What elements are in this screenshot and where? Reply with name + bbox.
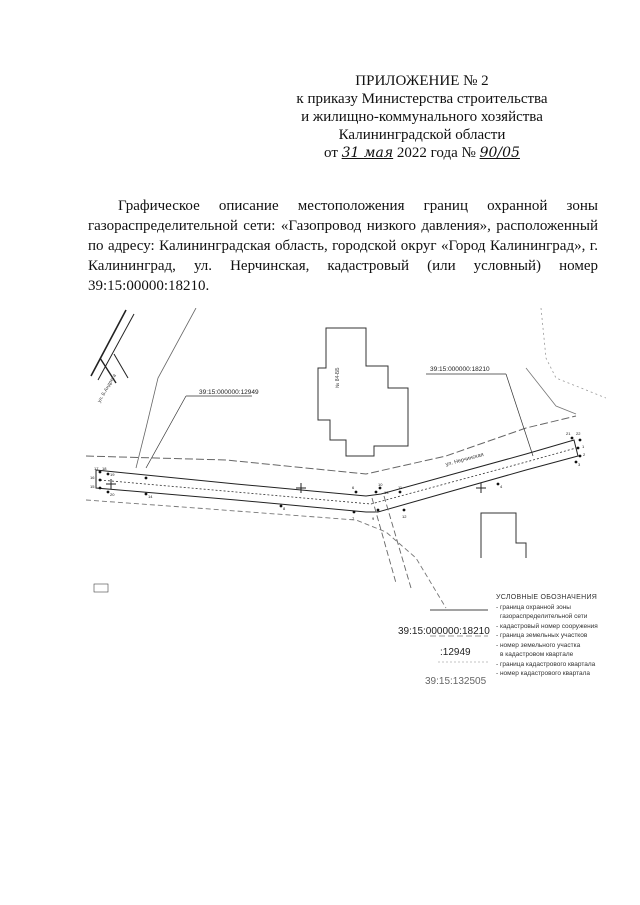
legend-code-quarter: 39:15:132505 xyxy=(425,676,487,687)
appendix-header xyxy=(282,72,562,162)
point-label: 10 xyxy=(378,482,383,487)
point-label: 15 xyxy=(90,484,95,489)
point-label: 9 xyxy=(372,516,375,521)
svg-text:ул. Б.Андрета: ул. Б.Андрета xyxy=(96,373,118,404)
date-prefix: от xyxy=(324,145,338,161)
legend-code-structure: 39:15:000000:18210 xyxy=(398,626,490,637)
legend-title: УСЛОВНЫЕ ОБОЗНАЧЕНИЯ xyxy=(496,594,598,601)
point-label: 1 xyxy=(582,444,585,449)
point-label: 20 xyxy=(110,492,115,497)
legend-code-parcel: :12949 xyxy=(440,647,471,658)
description-paragraph: Графическое описание местоположения границ охранной зоны газораспределительной сети: «Газопровод низкого давления», расположенный по адресу: Калининградская область, городской округ «Город Калининград», г. Калининград, ул. Нерчинская, кадастровый (или условный) номер 39:15:00000:18210. xyxy=(88,198,598,294)
order-line-3: Калининградской области xyxy=(338,127,506,143)
point-label: 16 xyxy=(90,475,95,480)
order-line-2: и жилищно-коммунального хозяйства xyxy=(301,109,543,125)
handwritten-number: 90/05 xyxy=(479,145,520,161)
point-label: 3 xyxy=(578,462,581,467)
point-label: 19 xyxy=(110,472,115,477)
order-date-line xyxy=(282,144,562,162)
callout-parcel: 39:15:000000:12949 xyxy=(199,389,259,396)
year-text: 2022 года № xyxy=(396,145,476,161)
callout-pipeline: 39:15:000000:18210 xyxy=(430,366,490,373)
point-label: 11 xyxy=(398,485,403,490)
point-label: 22 xyxy=(576,431,581,436)
svg-text:№ 84-ББ: № 84-ББ xyxy=(335,367,341,388)
point-group-right xyxy=(497,431,586,489)
point-label: 8 xyxy=(283,506,286,511)
appendix-title: ПРИЛОЖЕНИЕ № 2 xyxy=(355,73,489,89)
legend-item: - номер земельного участка xyxy=(496,641,581,649)
street-label: ул. Нерчинская xyxy=(444,452,485,468)
legend-item: газораспределительной сети xyxy=(500,613,588,620)
point-label: 7 xyxy=(352,516,355,521)
point-label: 12 xyxy=(402,514,407,519)
map-legend xyxy=(496,593,616,679)
legend-item: - граница охранной зоны xyxy=(496,603,571,611)
legend-item: - граница земельных участков xyxy=(496,632,588,639)
point-label: 17 xyxy=(94,466,99,471)
legend-item: - номер кадастрового квартала xyxy=(496,670,591,677)
legend-item: - граница кадастрового квартала xyxy=(496,660,596,668)
point-label: 14 xyxy=(148,494,153,499)
point-label: 18 xyxy=(102,466,107,471)
legend-item: в кадастровом квартале xyxy=(500,651,574,658)
point-label: 21 xyxy=(566,431,571,436)
point-label: 4 xyxy=(500,484,503,489)
point-label: 13 xyxy=(384,490,389,495)
point-label: 6 xyxy=(352,485,355,490)
order-line-1: к приказу Министерства строительства xyxy=(296,91,548,107)
point-label: 2 xyxy=(583,452,586,457)
legend-item: - кадастровый номер сооружения xyxy=(496,622,598,630)
handwritten-date: 31 мая xyxy=(341,145,394,161)
legend-symbols xyxy=(400,590,490,690)
